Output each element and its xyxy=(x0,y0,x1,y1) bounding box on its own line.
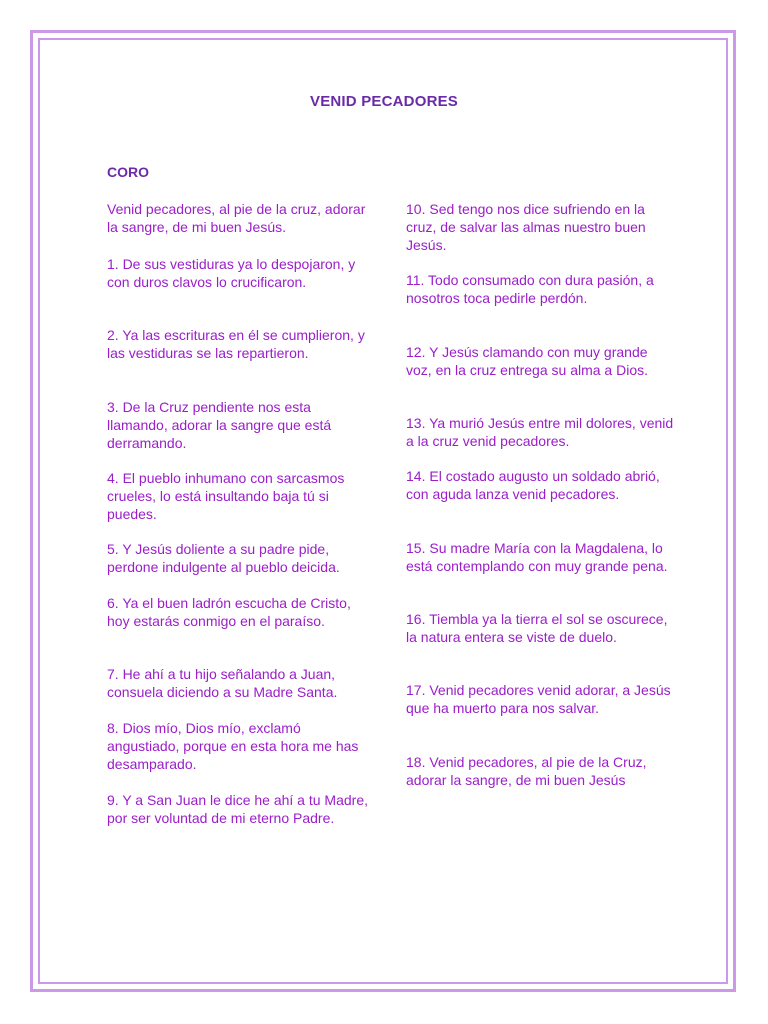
coro-heading: CORO xyxy=(107,164,149,180)
verse-6: 6. Ya el buen ladrón escucha de Cristo, hoy estarás conmigo en el paraíso. xyxy=(107,595,351,629)
verse-17: 17. Venid pecadores venid adorar, a Jesús que ha muerto para nos salvar. xyxy=(406,682,671,716)
verse-5: 5. Y Jesús doliente a su padre pide, perdone indulgente al pueblo deicida. xyxy=(107,541,340,575)
verse-4: 4. El pueblo inhumano con sarcasmos crueles, lo está insultando baja tú si puedes. xyxy=(107,470,345,522)
chorus-text: Venid pecadores, al pie de la cruz, adorar la sangre, de mi buen Jesús. xyxy=(107,201,366,235)
verse-9: 9. Y a San Juan le dice he ahí a tu Madre, por ser voluntad de mi eterno Padre. xyxy=(107,792,368,826)
verse-1: 1. De sus vestiduras ya lo despojaron, y con duros clavos lo crucificaron. xyxy=(107,256,356,290)
song-title: VENID PECADORES xyxy=(309,93,459,110)
verse-13: 13. Ya murió Jesús entre mil dolores, venid a la cruz venid pecadores. xyxy=(406,415,674,449)
verse-2: 2. Ya las escrituras en él se cumplieron, y las vestiduras se las repartieron. xyxy=(107,327,365,361)
verse-10: 10. Sed tengo nos dice sufriendo en la cruz, de salvar las almas nuestro buen Jesús. xyxy=(406,201,646,253)
verse-11: 11. Todo consumado con dura pasión, a nosotros toca pedirle perdón. xyxy=(406,272,654,306)
verse-15: 15. Su madre María con la Magdalena, lo está contemplando con muy grande pena. xyxy=(406,540,668,574)
verse-14: 14. El costado augusto un soldado abrió, con aguda lanza venid pecadores. xyxy=(406,468,660,502)
verse-18: 18. Venid pecadores, al pie de la Cruz, adorar la sangre, de mi buen Jesús xyxy=(406,754,647,788)
verse-7: 7. He ahí a tu hijo señalando a Juan, consuela diciendo a su Madre Santa. xyxy=(107,666,338,700)
verse-16: 16. Tiembla ya la tierra el sol se oscurece, la natura entera se viste de duelo. xyxy=(406,611,668,645)
verse-3: 3. De la Cruz pendiente nos esta llamando, adorar la sangre que está derramando. xyxy=(107,399,332,451)
verse-12: 12. Y Jesús clamando con muy grande voz, en la cruz entrega su alma a Dios. xyxy=(406,344,649,378)
verse-8: 8. Dios mío, Dios mío, exclamó angustiado, porque en esta hora me has desamparado. xyxy=(107,720,359,772)
